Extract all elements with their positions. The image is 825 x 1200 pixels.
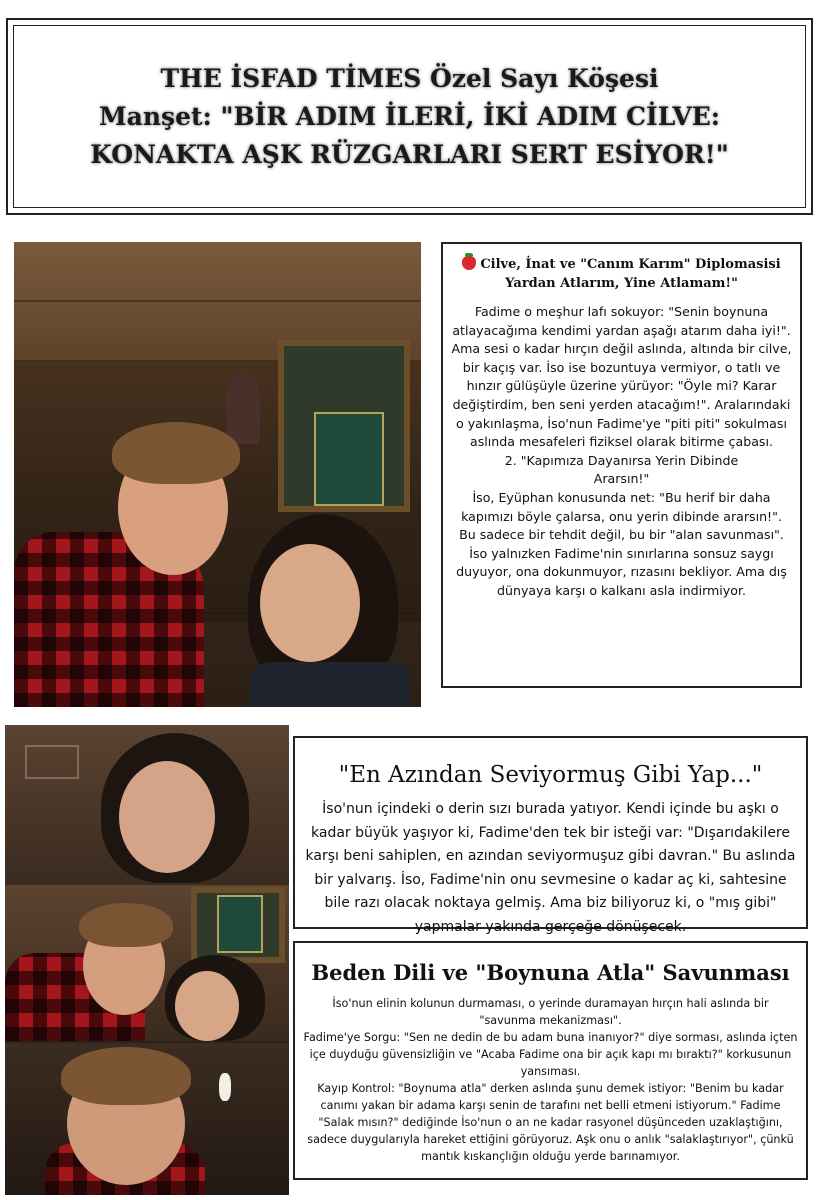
section-1-title: Cilve, İnat ve "Canım Karım" Diplomasisi Yardan Atlarım, Yine Atlamam!" (451, 255, 792, 293)
article-box-seviyormus (293, 736, 808, 935)
section-1-body: Fadime o meşhur lafı sokuyor: "Senin boynuna atlayacağıma kendimi yardan aşağı atarım daha iyi!". Ama sesi o kadar hırçın değil aslında, altında bir cilve, bir kaçış var. İso ise bozuntuya vermiyor, o tatlı ve hınzır gülüşüyle üzerine yürüyor: "Öyle mi? Karar değiştirdim, ben seni yerden atacağım!". Aralarındaki o yakınlaşma, İso'nun Fadime'ye "piti piti" sokulması aslında mesafeleri fiziksel olarak bitirme çabası. 2. "Kapımıza Dayanırsa Yerin Dibinde Ararsın!" İso, Eyüphan konusunda net: "Bu herif bir daha kapımızı böyle çalarsa, onu yerin dibinde ararsın!". Bu sadece bir tehdit değil, bu bir "alan savunması". İso yalnızken Fadime'nin sınırlarına sonsuz saygı duyuyor, ona dokunmuyor, rızasını bekliyor. Ama dış dünyaya karşı o kalkanı asla indirmiyor. (451, 304, 792, 598)
strawberry-icon (462, 256, 476, 270)
photo-stills-stack (5, 725, 289, 1195)
still-couple (5, 885, 289, 1041)
man-hair (112, 422, 240, 484)
section-2-title: "En Azından Seviyormuş Gibi Yap..." (338, 762, 763, 788)
still-woman (5, 725, 289, 883)
section-3-paragraph: Fadime'ye Sorgu: "Sen ne dedin de bu adam buna inanıyor?" diye sorması, aslında içten içe duyduğu güvensizliğin ve "Acaba Fadime ona bir açık kapı mı bıraktı?" korkusunun yansıması. (303, 1031, 798, 1078)
section-3-title: Beden Dili ve "Boynuna Atla" Savunması (311, 960, 790, 985)
section-2-body: İso'nun içindeki o derin sızı burada yatıyor. Kendi içinde bu aşkı o kadar büyük yaşıyor ki, Fadime'den tek bir isteği var: "Dışarıdakilere karşı beni sahiplen, en azından seviyormuşuz gibi davran." Bu aslında bir yalvarış. İso, Fadime'nin onu sevmesine o kadar aç ki, sahtesine bile razı olacak noktaya gelmiş. Ama biz biliyoruz ki, o "mış gibi" yapmalar yakında gerçeğe dönüşecek. (305, 801, 796, 935)
article-box-beden-dili (293, 941, 808, 1180)
section-3-paragraph: Kayıp Kontrol: "Boynuma atla" derken aslında şunu demek istiyor: "Benim bu kadar canımı yakan bir adama karşı senin de tarafını net belli etmeni istiyorum." Fadime "Salak mısın?" dediğinde İso'nun o an ne kadar rasyonel düşünceden uzaklaştığını, sadece duygularıyla hareket ettiğini görüyoruz. Aşk onu o anlık "salaklaştırıyor", çünkü mantık kıskançlığın olduğu yerde barınamıyor. (307, 1082, 794, 1163)
book-cover (314, 412, 384, 506)
masthead (6, 18, 813, 215)
masthead-line-1: THE İSFAD TİMES Özel Sayı Köşesi (160, 63, 659, 93)
still-man (5, 1043, 289, 1195)
masthead-text (22, 34, 797, 199)
woman-face (260, 544, 360, 662)
photo-couple-close (14, 242, 421, 707)
section-1-subheading: 2. "Kapımıza Dayanırsa Yerin Dibinde (504, 452, 739, 468)
section-3-body (303, 995, 798, 1165)
article-box-cilve (441, 242, 802, 688)
section-3-paragraph: İso'nun elinin kolunun durmaması, o yerinde duramayan hırçın hali aslında bir "savunma mekanizması". (332, 997, 769, 1027)
masthead-line-2: Manşet: "BİR ADIM İLERİ, İKİ ADIM CİLVE: (98, 101, 721, 131)
masthead-line-3: KONAKTA AŞK RÜZGARLARI SERT ESİYOR!" (90, 139, 729, 169)
